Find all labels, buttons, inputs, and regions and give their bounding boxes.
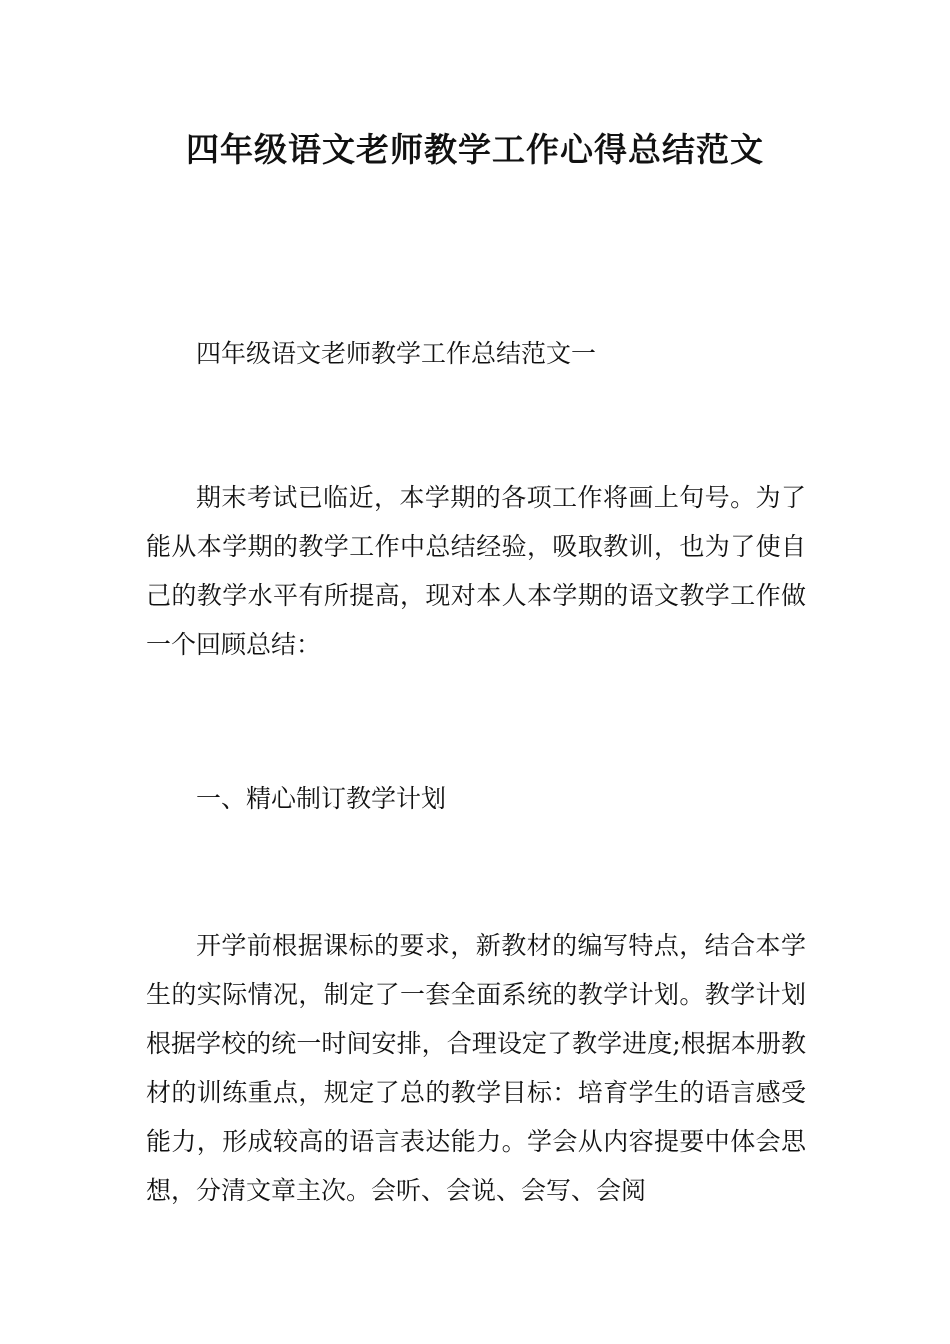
section-heading: 一、精心制订教学计划 bbox=[196, 784, 447, 813]
document-subtitle: 四年级语文老师教学工作总结范文一 bbox=[196, 339, 597, 368]
intro-paragraph: 期末考试已临近，本学期的各项工作将画上句号。为了能从本学期的教学工作中总结经验，吸取教训，也为了使自己的教学水平有所提高，现对本人本学期的语文教学工作做一个回顾总结： bbox=[146, 483, 806, 659]
section-body-paragraph: 开学前根据课标的要求，新教材的编写特点，结合本学生的实际情况，制定了一套全面系统的教学计划。教学计划根据学校的统一时间安排，合理设定了教学进度;根据本册教材的训练重点，规定了总的教学目标：培育学生的语言感受能力，形成较高的语言表达能力。学会从内容提要中体会思想，分清文章主次。会听、会说、会写、会阅 bbox=[146, 931, 806, 1205]
document-title: 四年级语文老师教学工作心得总结范文 bbox=[186, 130, 764, 169]
